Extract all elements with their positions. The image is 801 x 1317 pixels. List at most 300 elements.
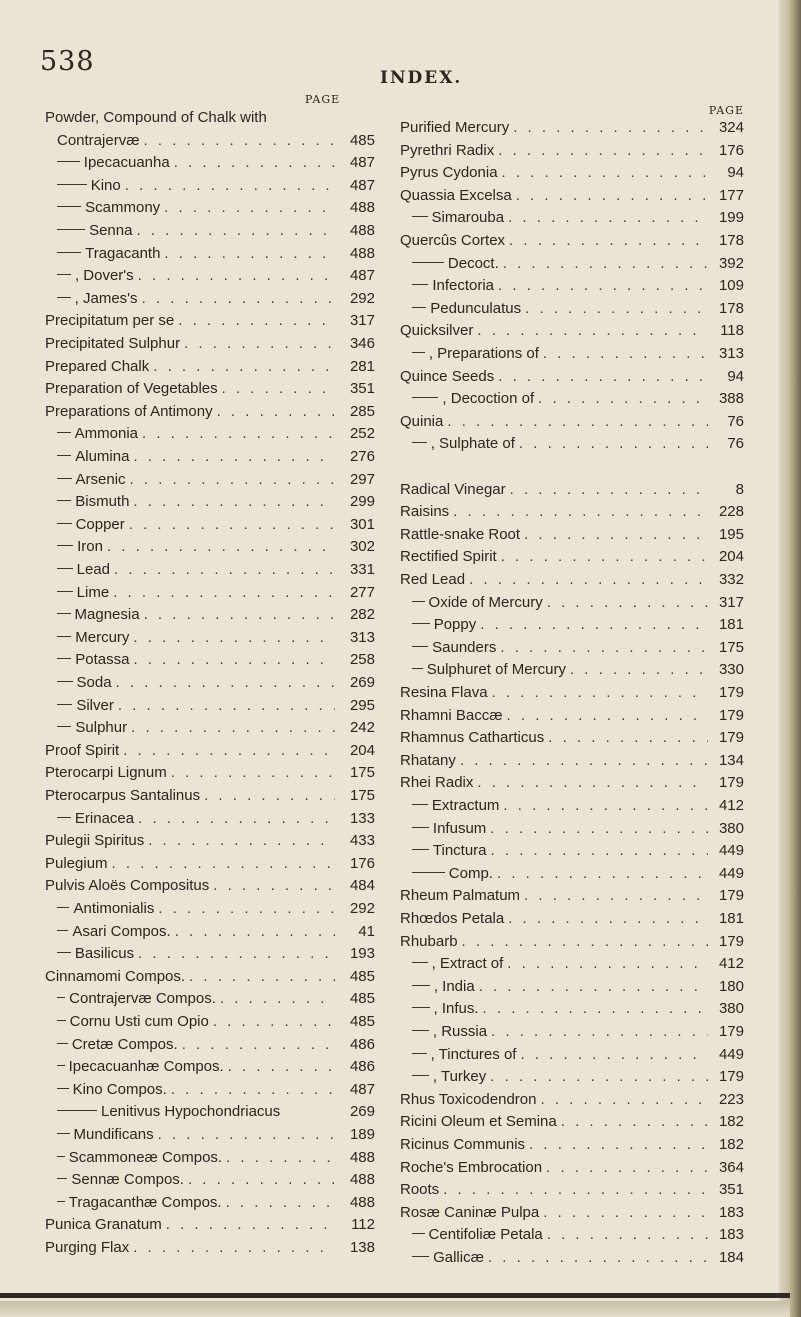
page-reference: 324	[718, 119, 744, 136]
index-term: Quince Seeds	[400, 367, 495, 385]
dot-leader	[494, 142, 708, 159]
index-term: Rhus Toxicodendron	[400, 1090, 537, 1108]
index-entry	[400, 503, 744, 525]
bottom-margin	[0, 1301, 790, 1317]
index-entry	[400, 232, 744, 254]
index-term: Comp.	[448, 864, 493, 882]
ditto-dash	[412, 1007, 430, 1008]
index-entry	[400, 390, 744, 412]
index-term: Precipitated Sulphur	[45, 335, 181, 352]
index-term: , James's	[74, 289, 138, 307]
page-reference: 331	[349, 561, 375, 578]
index-term: Simarouba	[431, 209, 505, 227]
dot-leader	[149, 358, 335, 375]
ditto-dash	[412, 1075, 429, 1076]
index-entry	[400, 209, 744, 231]
index-entry	[400, 842, 744, 864]
page-reference: 301	[349, 515, 375, 533]
index-entry	[400, 1181, 744, 1203]
index-entry	[45, 267, 375, 289]
dot-leader	[170, 154, 335, 171]
index-entry	[400, 300, 744, 322]
page-reference: 332	[718, 571, 744, 588]
dot-leader	[476, 616, 708, 633]
index-entry	[45, 538, 375, 560]
ditto-dash	[412, 962, 428, 963]
page-reference: 204	[349, 741, 375, 759]
page-reference: 380	[718, 1000, 744, 1018]
ditto-dash	[57, 274, 71, 275]
page-edge-shadow	[779, 0, 801, 1317]
index-term: Quinia	[400, 412, 444, 430]
page-reference: 8	[735, 480, 744, 498]
ditto-dash	[57, 252, 81, 253]
dot-leader	[557, 1113, 708, 1130]
ditto-dash	[412, 262, 444, 263]
ditto-dash	[57, 432, 71, 433]
index-term: Quercûs Cortex	[400, 232, 506, 249]
index-entry	[400, 1113, 744, 1135]
index-term: , Russia	[432, 1023, 488, 1040]
dot-leader	[525, 1136, 708, 1153]
index-entry	[45, 177, 375, 199]
page-reference: 313	[349, 628, 375, 646]
page-reference: 486	[349, 1035, 375, 1053]
dot-leader	[112, 674, 335, 691]
index-term: Scammony	[85, 199, 161, 217]
page-reference: 313	[718, 345, 744, 362]
ditto-dash	[412, 668, 423, 669]
dot-leader	[119, 742, 335, 759]
index-entry	[400, 368, 744, 390]
page-reference: 175	[349, 764, 375, 782]
dot-leader	[224, 1058, 335, 1075]
ditto-dash	[412, 307, 426, 308]
dot-leader	[167, 1081, 335, 1098]
index-entry	[45, 584, 375, 606]
dot-leader	[439, 1181, 708, 1198]
page-reference: 295	[349, 696, 375, 714]
index-term: Kino Compos.	[72, 1080, 167, 1098]
page-reference: 182	[718, 1113, 744, 1131]
ditto-dash	[57, 1088, 69, 1089]
dot-leader	[114, 697, 335, 714]
dot-leader	[174, 312, 335, 329]
ditto-dash	[57, 455, 71, 456]
index-entry	[400, 1000, 744, 1022]
dot-leader	[479, 1000, 708, 1017]
dot-leader	[509, 119, 708, 136]
page-reference: 487	[349, 176, 375, 194]
dot-leader	[154, 900, 335, 917]
index-term: Ipecacuanha	[83, 154, 170, 172]
page-reference: 281	[349, 357, 375, 375]
dot-leader	[515, 435, 708, 452]
page-reference: 176	[349, 854, 375, 872]
ditto-dash	[412, 397, 438, 398]
ditto-dash	[412, 601, 425, 602]
index-entry	[45, 742, 375, 764]
page-reference: 179	[718, 1023, 744, 1040]
dot-leader	[494, 277, 708, 294]
index-term: Pterocarpi Lignum	[45, 764, 167, 782]
page-reference: 449	[718, 1045, 744, 1063]
page-reference: 276	[349, 448, 375, 465]
dot-leader	[216, 990, 335, 1007]
page-reference: 277	[349, 583, 375, 601]
dot-leader	[129, 651, 335, 668]
dot-leader	[132, 222, 335, 239]
index-entry	[400, 639, 744, 661]
index-entry	[45, 154, 375, 176]
dot-leader	[493, 865, 708, 882]
index-term: Alumina	[75, 448, 130, 465]
page-reference: 412	[718, 797, 744, 814]
index-term: Roots	[400, 1181, 440, 1199]
index-term: Infusum	[432, 819, 487, 837]
index-entry	[400, 164, 744, 186]
column-head-page: PAGE	[305, 93, 341, 106]
index-entry	[45, 787, 375, 809]
dot-leader	[103, 538, 335, 555]
ditto-dash	[412, 442, 427, 443]
page-reference: 297	[349, 470, 375, 488]
ditto-dash	[57, 206, 81, 207]
index-term: Magnesia	[74, 606, 140, 624]
index-term: Pedunculatus	[430, 299, 522, 317]
index-term: Quicksilver	[400, 322, 474, 340]
index-entry	[400, 797, 744, 819]
index-term: Punica Granatum	[45, 1216, 162, 1234]
page-reference: 485	[349, 1013, 375, 1030]
ditto-dash	[412, 216, 428, 217]
ditto-dash	[57, 229, 85, 230]
dot-leader	[475, 978, 708, 995]
index-entry	[45, 1171, 375, 1193]
page-reference: 179	[718, 932, 744, 950]
index-entry	[400, 933, 744, 955]
page-reference: 177	[718, 186, 744, 204]
index-term: Rhamni Baccæ	[400, 706, 503, 724]
dot-leader	[209, 877, 335, 894]
dot-leader	[496, 639, 708, 656]
index-term: Pyrethri Radix	[400, 141, 495, 159]
page-reference: 449	[718, 842, 744, 860]
index-term: Rectified Spirit	[400, 548, 497, 566]
index-term: Prepared Chalk	[45, 357, 150, 375]
index-entry	[45, 764, 375, 786]
index-entry	[400, 661, 744, 683]
index-entry	[45, 290, 375, 312]
index-entry	[400, 910, 744, 932]
index-entry	[45, 606, 375, 628]
dot-leader	[134, 810, 335, 827]
dot-leader	[126, 471, 335, 488]
dot-leader	[184, 1171, 335, 1188]
index-entry	[400, 955, 744, 977]
dot-leader	[503, 707, 708, 724]
ditto-dash	[57, 1020, 66, 1021]
ditto-dash	[57, 478, 72, 479]
running-title: INDEX.	[380, 68, 463, 88]
index-term: Gallicæ	[433, 1249, 484, 1266]
index-term: Quassia Excelsa	[400, 186, 512, 204]
index-term: Senna	[89, 222, 133, 239]
dot-leader	[543, 1226, 708, 1243]
page-reference: 109	[718, 277, 744, 295]
index-entry	[400, 1023, 744, 1045]
index-term: Mercury	[75, 628, 130, 646]
dot-leader	[134, 267, 335, 284]
dot-leader	[185, 968, 335, 985]
index-entry	[45, 245, 375, 267]
ditto-dash	[57, 817, 71, 818]
index-entry	[45, 1036, 375, 1058]
index-entry	[400, 187, 744, 209]
index-entry	[400, 707, 744, 729]
page-reference: 392	[718, 254, 744, 272]
ditto-dash	[57, 1065, 65, 1066]
dot-leader	[162, 1216, 335, 1233]
dot-leader	[484, 1249, 708, 1266]
page-number: 538	[40, 46, 95, 77]
index-entry	[45, 1126, 375, 1148]
index-term: Scammoneæ Compos.	[68, 1148, 223, 1166]
index-term: Rosæ Caninæ Pulpa	[400, 1203, 540, 1221]
page-reference: 179	[718, 887, 744, 905]
index-entry	[400, 752, 744, 774]
ditto-dash	[57, 591, 73, 592]
dot-leader	[178, 1036, 335, 1053]
index-term: Soda	[76, 674, 112, 691]
ditto-dash	[412, 985, 430, 986]
index-term: Decoct.	[447, 254, 499, 272]
index-entry	[400, 774, 744, 796]
dot-leader	[487, 1023, 708, 1040]
dot-leader	[534, 390, 708, 407]
page-reference: 195	[718, 525, 744, 543]
index-entry	[45, 471, 375, 493]
page-reference: 486	[349, 1058, 375, 1076]
index-entry	[45, 358, 375, 380]
index-term: Cinnamomi Compos.	[45, 967, 186, 985]
index-entry	[45, 990, 375, 1012]
index-term: Antimonialis	[73, 900, 155, 917]
index-term: Potassa	[75, 651, 130, 669]
page-reference: 317	[718, 593, 744, 611]
page-reference: 269	[349, 1103, 375, 1121]
ditto-dash	[57, 704, 72, 705]
page-reference: 302	[349, 538, 375, 556]
column-head-page: PAGE	[708, 104, 744, 117]
page-reference: 485	[349, 967, 375, 985]
page-reference: 204	[718, 548, 744, 566]
dot-leader	[129, 493, 335, 510]
index-entry	[45, 335, 375, 357]
ditto-dash	[57, 545, 73, 546]
index-entry	[400, 1159, 744, 1181]
page-reference: 193	[349, 945, 375, 963]
index-term: Precipitatum per se	[45, 312, 175, 330]
index-term: Copper	[75, 515, 125, 533]
index-entry	[45, 1081, 375, 1103]
index-term: Roche's Embrocation	[400, 1158, 543, 1176]
page-reference: 242	[349, 719, 375, 737]
dot-leader	[129, 629, 335, 646]
ditto-dash	[412, 623, 430, 624]
index-entry	[400, 1226, 744, 1248]
page-reference: 118	[720, 322, 744, 340]
page-reference: 292	[349, 289, 375, 307]
dot-leader	[499, 797, 708, 814]
dot-leader	[516, 1046, 708, 1063]
index-entry	[45, 945, 375, 967]
index-entry	[45, 380, 375, 402]
page-reference: 189	[349, 1126, 375, 1143]
index-entry	[45, 425, 375, 447]
dot-leader	[138, 290, 335, 307]
index-term: Rhœdos Petala	[400, 910, 505, 927]
page-reference: 94	[727, 367, 744, 385]
page-reference: 179	[718, 729, 744, 747]
dot-leader	[512, 187, 708, 204]
index-term: Pyrus Cydonia	[400, 164, 498, 182]
page-reference: 134	[718, 751, 744, 769]
page-reference: 488	[349, 1148, 375, 1166]
index-term: Mundificans	[73, 1126, 154, 1143]
ditto-dash	[57, 930, 68, 931]
index-entry	[45, 516, 375, 538]
dot-leader	[129, 448, 335, 465]
page-reference: 183	[718, 1203, 744, 1221]
dot-leader	[160, 199, 335, 216]
ditto-dash	[57, 568, 73, 569]
index-entry	[400, 142, 744, 164]
index-entry	[45, 1216, 375, 1238]
ditto-dash	[412, 804, 428, 805]
index-entry	[45, 493, 375, 515]
dot-leader	[497, 548, 708, 565]
ditto-dash	[57, 1178, 67, 1179]
index-term: , Tinctures of	[430, 1045, 517, 1063]
ditto-dash	[57, 613, 71, 614]
dot-leader	[504, 910, 708, 927]
dot-leader	[539, 1204, 708, 1221]
page-reference: 488	[349, 1193, 375, 1211]
page-reference: 487	[349, 154, 375, 172]
ditto-dash	[412, 1233, 425, 1234]
index-entry	[400, 820, 744, 842]
index-entry	[45, 855, 375, 877]
dot-leader	[544, 729, 708, 746]
page-reference: 179	[718, 706, 744, 724]
index-entry	[400, 594, 744, 616]
index-entry	[400, 571, 744, 593]
ditto-dash	[57, 997, 65, 998]
index-entry	[45, 651, 375, 673]
index-term: Contrajervæ Compos.	[69, 990, 216, 1008]
index-term: Contrajervæ	[57, 131, 140, 149]
page-reference: 252	[349, 425, 375, 443]
page-reference: 487	[349, 1080, 375, 1098]
dot-leader	[138, 425, 335, 442]
index-term: Proof Spirit	[45, 741, 120, 759]
index-term: , India	[433, 977, 475, 995]
dot-leader	[473, 322, 708, 339]
index-term: Poppy	[433, 616, 477, 634]
index-entry	[400, 481, 744, 503]
index-entry	[45, 561, 375, 583]
index-term: Extractum	[431, 797, 500, 814]
index-entry	[400, 616, 744, 638]
page-reference: 364	[718, 1158, 744, 1176]
page-reference: 223	[718, 1090, 744, 1108]
ditto-dash	[57, 1201, 65, 1202]
ditto-dash	[57, 1110, 97, 1111]
index-term: Rhubarb	[400, 932, 458, 950]
page-reference: 485	[349, 131, 375, 149]
index-entry	[45, 1013, 375, 1035]
ditto-dash	[412, 1256, 429, 1257]
index-entry	[45, 877, 375, 899]
ditto-dash	[412, 646, 428, 647]
index-term: Preparations of Antimony	[45, 402, 213, 420]
ditto-dash	[412, 849, 429, 850]
ditto-dash	[57, 726, 71, 727]
index-term: Purified Mercury	[400, 119, 510, 136]
index-entry	[45, 697, 375, 719]
index-term: Radical Vinegar	[400, 480, 506, 498]
ditto-dash	[57, 500, 71, 501]
page-reference: 292	[349, 900, 375, 917]
index-term: Silver	[76, 696, 114, 714]
index-entry	[45, 1103, 375, 1125]
index-entry	[400, 322, 744, 344]
index-term: Oxide of Mercury	[428, 593, 543, 611]
page-reference: 76	[727, 435, 744, 453]
dot-leader	[486, 1068, 708, 1085]
index-term: Ammonia	[74, 425, 138, 443]
page-reference: 285	[349, 402, 375, 420]
index-term: Erinacea	[74, 809, 135, 827]
ditto-dash	[57, 681, 73, 682]
page-reference: 180	[718, 977, 744, 995]
index-entry	[400, 1046, 744, 1068]
index-entry	[45, 629, 375, 651]
index-entry	[400, 1136, 744, 1158]
page-reference: 175	[718, 638, 744, 656]
index-term: Centifoliæ Petala	[428, 1226, 543, 1244]
index-entry	[400, 1204, 744, 1226]
dot-leader	[506, 481, 708, 498]
index-term: Iron	[77, 538, 103, 556]
dot-leader	[539, 345, 708, 362]
page-reference: 449	[718, 864, 744, 882]
index-term: , Extract of	[431, 955, 504, 973]
page-reference: 175	[349, 787, 375, 804]
dot-leader	[473, 774, 708, 791]
ditto-dash	[412, 352, 425, 353]
index-entry	[400, 684, 744, 706]
index-term: Arsenic	[75, 470, 126, 488]
page-reference: 183	[718, 1226, 744, 1244]
dot-leader	[125, 516, 335, 533]
page-reference: 138	[349, 1239, 375, 1256]
index-term: Tragacanthæ Compos.	[68, 1193, 222, 1211]
dot-leader	[222, 1149, 335, 1166]
ditto-dash	[57, 907, 69, 908]
index-term: Asari Compos.	[72, 922, 171, 940]
